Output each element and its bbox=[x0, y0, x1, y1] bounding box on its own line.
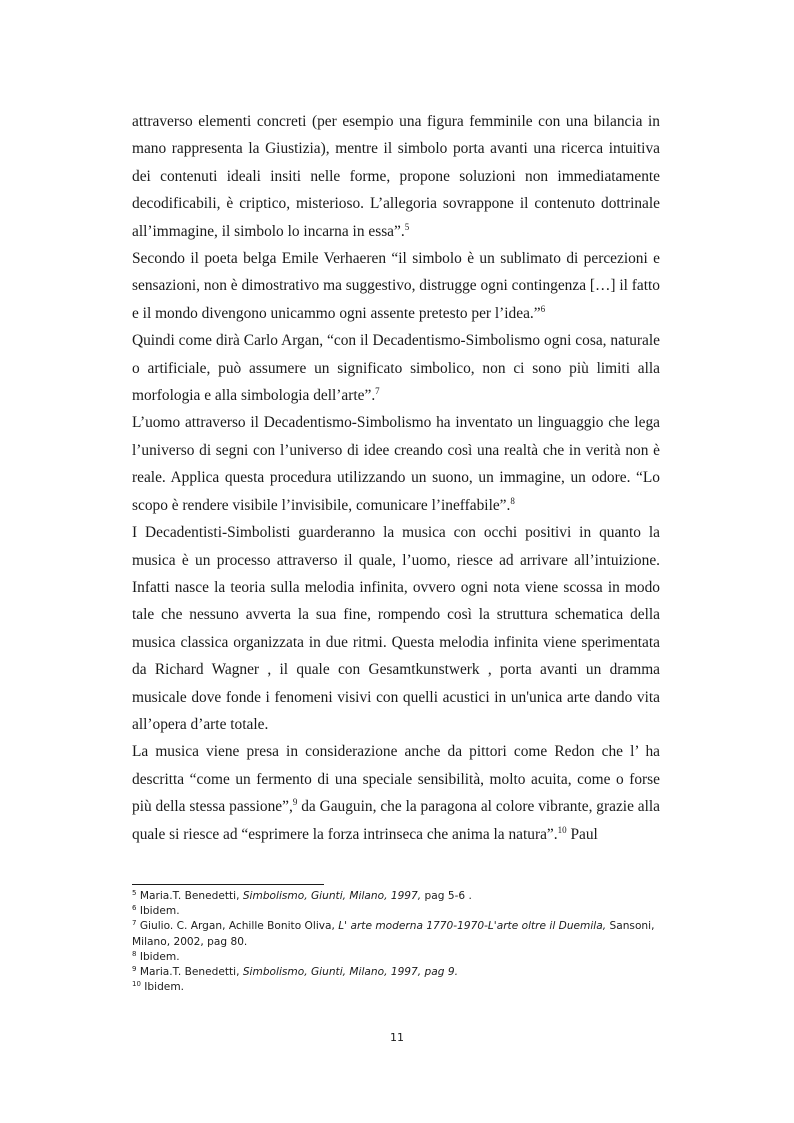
footnote-ref[interactable]: 8 bbox=[510, 495, 515, 506]
footnotes bbox=[132, 884, 662, 995]
paragraph bbox=[132, 738, 660, 848]
footnote-text: Ibidem. bbox=[140, 981, 185, 994]
footnote-text: Maria.T. Benedetti, bbox=[136, 890, 243, 902]
body-text bbox=[132, 108, 660, 848]
paragraph bbox=[132, 409, 660, 519]
footnote-text: Ibidem. bbox=[136, 905, 180, 918]
paragraph bbox=[132, 108, 660, 245]
footnote-text: pag 5-6 . bbox=[421, 890, 472, 902]
footnote-number: 10 bbox=[132, 980, 141, 989]
paragraph-text: Quindi come dirà Carlo Argan, “con il Decadentismo-Simbolismo ogni cosa, naturale o artificiale, può assumere un significato simbolico, non ci sono più limiti alla morfologia e alla simbologia dell’arte”. bbox=[132, 332, 660, 405]
footnote bbox=[132, 889, 662, 904]
footnote-text: Maria.T. Benedetti, bbox=[136, 966, 243, 979]
footnote-number: 6 bbox=[132, 904, 137, 913]
paragraph-text: I Decadentisti-Simbolisti guarderanno la musica con occhi positivi in quanto la musica è un processo attraverso il quale, l’uomo, riesce ad arrivare all’intuizione. Infatti nasce la teoria sulla melodia infinita, ovvero ogni nota viene scossa in modo tale che nessuno avverta la sua fine, rompendo così la struttura schematica della musica classica organizzata in due ritmi. Questa melodia infinita viene sperimentata da Richard Wagner , il quale con Gesamtkunstwerk , porta avanti un dramma musicale dove fonde i fenomeni visivi con quelli acustici in un'unica arte dando vita all’opera d’arte totale. bbox=[132, 524, 660, 733]
paragraph bbox=[132, 245, 660, 327]
footnote-text: Sansoni, Milano, 2002, pag 80. bbox=[132, 920, 655, 948]
footnote bbox=[132, 919, 662, 949]
footnote-ref[interactable]: 5 bbox=[404, 221, 410, 232]
footnote-text: Ibidem. bbox=[136, 950, 180, 963]
footnote-ref[interactable]: 10 bbox=[557, 824, 567, 835]
paragraph bbox=[132, 327, 660, 409]
paragraph-text: da Gauguin, che la paragona al colore vibrante, grazie alla quale si riesce ad “esprimere la forza intrinseca che anima la natura”. bbox=[132, 798, 660, 843]
footnote-ref[interactable]: 6 bbox=[540, 303, 546, 314]
footnote-title: Simbolismo, Giunti, Milano, 1997, pag 9. bbox=[242, 966, 458, 979]
footnote-number: 9 bbox=[132, 965, 137, 974]
paragraph-text: L’uomo attraverso il Decadentismo-Simbolismo ha inventato un linguaggio che lega l’universo di segni con l’universo di idee creando così una realtà che in verità non è reale. Applica questa procedura utilizzando un suono, un immagine, un odore. “Lo scopo è rendere visibile l’invisibile, comunicare l’ineffabile”. bbox=[132, 414, 660, 514]
footnote-number: 8 bbox=[132, 949, 137, 958]
paragraph-text: Paul bbox=[566, 825, 598, 843]
footnote-number: 7 bbox=[132, 919, 137, 928]
footnote-text: Giulio. C. Argan, Achille Bonito Oliva, bbox=[136, 920, 339, 933]
paragraph-text: attraverso elementi concreti (per esempio una figura femminile con una bilancia in mano rappresenta la Giustizia), mentre il simbolo porta avanti una ricerca intuitiva dei contenuti ideali insiti nelle forme, propone soluzioni non immediatamente decodificabili, è criptico, misterioso. L’allegoria sovrappone il contenuto dottrinale all’immagine, il simbolo lo incarna in essa”. bbox=[132, 113, 660, 240]
footnote bbox=[132, 980, 662, 995]
page-number: 11 bbox=[390, 1031, 404, 1044]
paragraph bbox=[132, 519, 660, 738]
page-body bbox=[132, 108, 660, 848]
paragraph-text: Secondo il poeta belga Emile Verhaeren “il simbolo è un sublimato di percezioni e sensazioni, non è dimostrativo ma suggestivo, distrugge ogni contingenza […] il fatto e il mondo divengono unicammo ogni assente pretesto per l’idea.” bbox=[132, 250, 660, 322]
footnote bbox=[132, 965, 662, 980]
footnote-separator bbox=[132, 884, 324, 885]
footnote-ref[interactable]: 7 bbox=[375, 386, 380, 397]
footnote-title: L' arte moderna 1770-1970-L'arte oltre il Duemila, bbox=[338, 920, 607, 933]
footnote-number: 5 bbox=[132, 889, 137, 897]
footnote bbox=[132, 950, 662, 965]
paragraph-text: La musica viene presa in considerazione anche da pittori come Redon che l’ ha descritta “come un fermento di una speciale sensibilità, molto acuita, come o forse più della stessa passione”, bbox=[132, 743, 660, 816]
footnote-title: Simbolismo, Giunti, Milano, 1997, bbox=[242, 890, 422, 902]
footnote bbox=[132, 904, 662, 919]
footnote-ref[interactable]: 9 bbox=[292, 797, 298, 808]
